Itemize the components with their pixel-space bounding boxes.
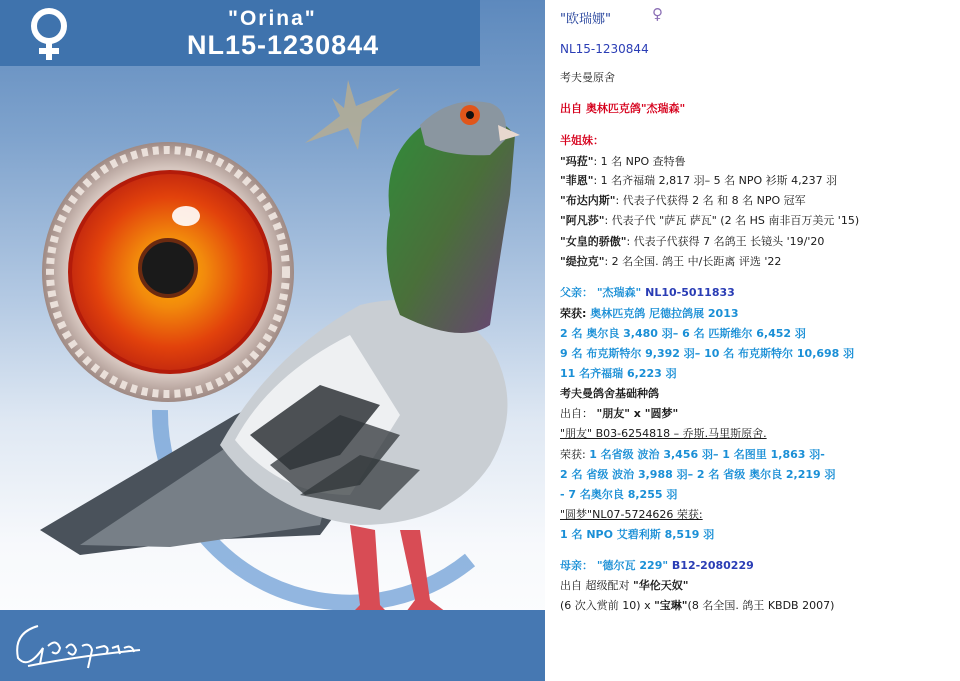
sibling-result: : 代表子代获得 7 名鸽王 长镜头 '19/'20 [626, 235, 825, 248]
origin-line: 出自 奥林匹克鸽"杰瑞森" [560, 102, 686, 115]
header-ring-number: NL15-1230844 [187, 30, 380, 60]
female-symbol-icon [22, 6, 76, 62]
header-band [0, 0, 480, 66]
dam-parents-name: "宝琳" [654, 599, 688, 612]
award-item: 9 名 布克斯特尔 9,392 羽– 10 名 布克斯特尔 10,698 羽 [560, 347, 855, 360]
sibling-result: : 2 名全国. 鸽王 中/长距离 评选 '22 [604, 255, 782, 268]
sibling-name: "玛菈" [560, 155, 594, 168]
dam-ring: B12-2080229 [668, 559, 754, 572]
dam-origin [560, 577, 688, 593]
awards-label: 荣获: [560, 307, 591, 320]
loft-name: 考夫曼原舍 [560, 71, 615, 84]
sibling-result: : 1 名齐福瑞 2,817 羽– 5 名 NPO 衫斯 4,237 羽 [593, 174, 838, 187]
sibling-item [560, 192, 806, 208]
ring-number: NL15-1230844 [560, 42, 649, 56]
sire-parents [560, 405, 678, 421]
dream-line: "圆梦"NL07-5724626 荣获: [560, 508, 703, 521]
sire-ring: NL10-5011833 [641, 286, 735, 299]
award-item: - 7 名奥尔良 8,255 羽 [560, 488, 678, 501]
awards-label: 荣获: [560, 448, 590, 461]
dam-parents-prefix: (6 次入赏前 10) x [560, 599, 655, 612]
dam-label: 母亲： [560, 559, 593, 572]
dam-name: "德尔瓦 229" [593, 559, 669, 572]
pigeon-photo [20, 85, 520, 645]
award-item: 11 名齐福瑞 6,223 羽 [560, 367, 677, 380]
sibling-item [560, 153, 686, 169]
award-item: 奥林匹克鸽 尼德拉鸽展 2013 [590, 307, 739, 320]
sibling-item [560, 253, 781, 269]
sibling-item [560, 172, 837, 188]
sibling-result: : 代表子代 "萨瓦 萨瓦" (2 名 HS 南非百万美元 '15) [604, 214, 860, 227]
dam-from-prefix: 出自 超级配对 [560, 579, 633, 592]
pigeon-name: "欧瑞娜" [560, 12, 611, 27]
dam-line [560, 557, 754, 573]
female-symbol-icon: ♀ [652, 5, 663, 23]
dam-parents-suffix: (8 名全国. 鸽王 KBDB 2007) [687, 599, 835, 612]
friend-line: "朋友" B03-6254818 – 乔斯.马里斯原舍. [560, 427, 767, 440]
from-parents: "朋友" x "圆梦" [596, 407, 679, 420]
award-item: 1 名省级 波治 3,456 羽– 1 名图里 1,863 羽- [589, 448, 825, 461]
from-label: 出自： [560, 407, 597, 420]
sibling-name: "菲恩" [560, 174, 594, 187]
award-item: 1 名 NPO 艾碧利斯 8,519 羽 [560, 528, 715, 541]
friend-awards [560, 446, 825, 462]
award-item: 2 名 奥尔良 3,480 羽– 6 名 匹斯维尔 6,452 羽 [560, 327, 806, 340]
sibling-name: "女皇的骄傲" [560, 235, 627, 248]
dam-from-name: "华伦天奴" [633, 579, 689, 592]
dam-parents [560, 597, 834, 613]
sibling-item [560, 233, 824, 249]
half-sisters-heading: 半姐妹： [560, 134, 604, 147]
sibling-result: : 代表子代获得 2 名 和 8 名 NPO 冠军 [615, 194, 806, 207]
sibling-name: "阿凡莎" [560, 214, 605, 227]
sire-name: "杰瑞森" [593, 286, 642, 299]
header-pigeon-name: "Orina" [228, 7, 317, 30]
base-breeder-note: 考夫曼鸽舍基础种鸽 [560, 387, 659, 400]
sire-awards [560, 305, 739, 321]
sire-label: 父亲： [560, 286, 593, 299]
sibling-result: : 1 名 NPO 查特鲁 [593, 155, 686, 168]
sibling-name: "缇拉克" [560, 255, 605, 268]
sibling-item [560, 212, 859, 228]
sire-line [560, 284, 735, 300]
sibling-name: "布达内斯" [560, 194, 616, 207]
signature-icon [8, 618, 148, 673]
award-item: 2 名 省级 波治 3,988 羽– 2 名 省级 奥尔良 2,219 羽 [560, 468, 836, 481]
